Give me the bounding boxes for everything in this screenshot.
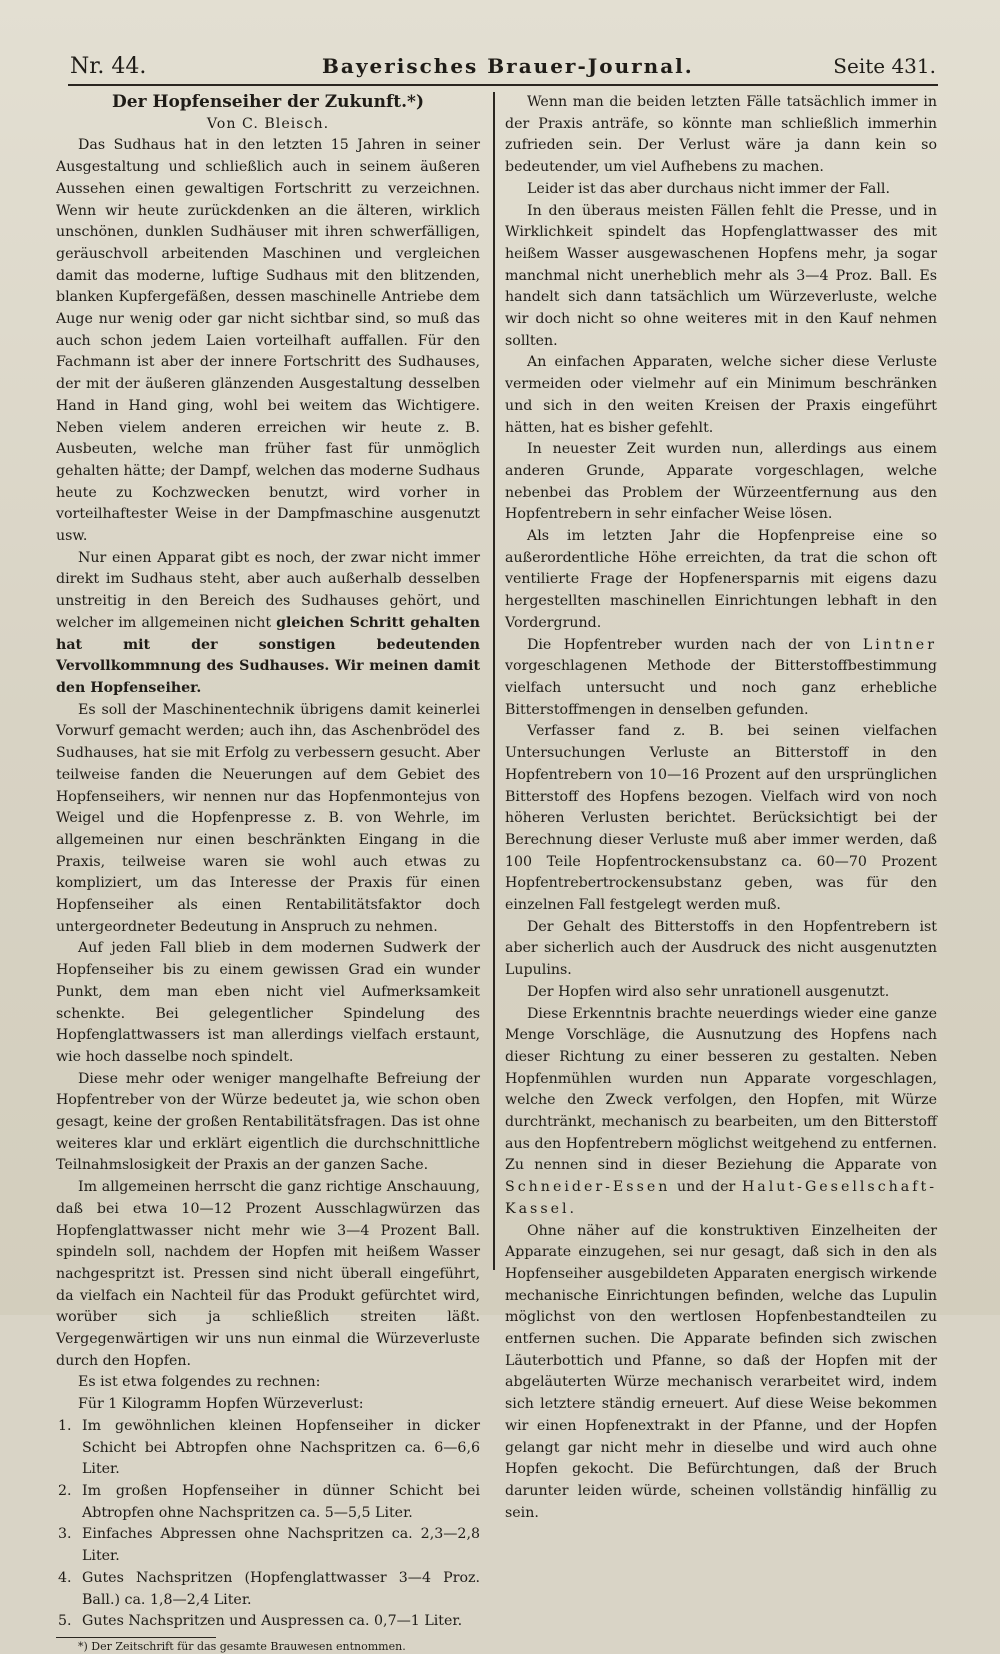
list-text: Gutes Nachspritzen und Auspressen ca. 0,7—1 Liter.	[82, 1613, 463, 1630]
emphasized-text: gleichen Schritt gehalten hat mit der sonstigen bedeutenden Vervollkommnung des Sudhauses. Wir meinen damit den Hopfenseiher.	[56, 614, 480, 696]
paragraph: Der Hopfen wird also sehr unrationell ausgenutzt.	[527, 983, 890, 1000]
author-name: Lintner	[862, 636, 937, 653]
paragraph: Ohne näher auf die konstruktiven Einzelheiten der Apparate einzugehen, sei nur gesagt, daß sich in den als Hopfenseiher ausgebildeten Apparaten energisch wirkende mechanische Einrichtungen befinden, welche das Lupulin möglichst von den wertlosen Hopfenbestandteilen zu entfernen suchen. Die Apparate befinden sich zwischen Läuterbottich und Pfanne, so daß der Hopfen mit der abgeläuterten Würze mechanisch verarbeitet wird, indem sich letztere ständig erneuert. Auf diese Weise bekommen wir einen Hopfenextrakt in der Pfanne, und der Hopfen gelangt gar nicht mehr in dieselbe und wird auch ohne Hopfen gekocht. Die Befürchtungen, daß der Bruch darunter leiden würde, scheinen vollständig hinfällig zu sein.	[505, 1222, 937, 1521]
footnote-rule	[56, 1637, 216, 1638]
paragraph: Auf jeden Fall blieb in dem modernen Sudwerk der Hopfenseiher bis zu einem gewissen Grad ein wunder Punkt, dem man eben nicht viel Aufmerksamkeit schenkte. Bei gelegentlicher Spindelung des Hopfenglattwassers ist man allerdings vielfach erstaunt, wie hoch dasselbe noch spindelt.	[56, 940, 480, 1065]
loss-list	[56, 1416, 480, 1633]
paragraph: Es ist etwa folgendes zu rechnen:	[78, 1374, 321, 1391]
paragraph-text: Nur einen Apparat gibt es noch, der zwar nicht immer direkt im Sudhaus steht, aber auch außerhalb desselben unstreitig in den Bereich des Sudhauses gehört, und welcher im allgemeinen nicht	[56, 549, 480, 631]
list-item	[56, 1416, 480, 1481]
list-number: 3.	[58, 1526, 72, 1543]
list-item	[56, 1524, 480, 1567]
column-divider	[493, 92, 495, 1270]
paragraph: Verfasser fand z. B. bei seinen vielfachen Untersuchungen Verluste an Bitterstoff in den Hopfentrebern von 10—16 Prozent auf den ursprünglichen Bitterstoff des Hopfens bezogen. Vielfach wird von noch höheren Verlusten berichtet. Berücksichtigt bei der Berechnung dieser Verluste muß aber immer werden, daß 100 Teile Hopfentrockensubstanz ca. 60—70 Prozent Hopfentrebertrockensubstanz geben, was für den einzelnen Fall festgelegt werden muß.	[505, 723, 937, 914]
paragraph	[505, 635, 937, 722]
list-text: Einfaches Abpressen ohne Nachspritzen ca. 2,3—2,8 Liter.	[82, 1526, 480, 1565]
issue-number: Nr. 44.	[70, 54, 147, 79]
page-number: Seite 431.	[833, 54, 936, 78]
left-column	[56, 92, 480, 1654]
list-item	[56, 1568, 480, 1611]
list-text: Im großen Hopfenseiher in dünner Schicht bei Abtropfen ohne Nachspritzen ca. 5—5,5 Liter.	[82, 1483, 480, 1521]
paragraph-text: vorgeschlagenen Methode der Bitterstoffbestimmung vielfach untersucht und noch ganz erhebliche Bitterstoffmengen in denselben gefunden.	[505, 658, 937, 718]
footnote: *) Der Zeitschrift für das gesamte Brauwesen entnommen.	[78, 1639, 406, 1653]
paragraph-text: Die Hopfentreber wurden nach der von	[527, 636, 851, 653]
paragraph: Leider ist das aber durchaus nicht immer der Fall.	[527, 180, 890, 197]
article-title: Der Hopfenseiher der Zukunft.*)	[112, 92, 424, 112]
list-item	[56, 1611, 480, 1633]
paragraph: Der Gehalt des Bitterstoffs in den Hopfentrebern ist aber sicherlich auch der Ausdruck des nicht ausgenutzten Lupulins.	[505, 918, 937, 979]
list-number: 4.	[58, 1569, 72, 1586]
paragraph: Im allgemeinen herrscht die ganz richtige Anschauung, daß bei etwa 10—12 Prozent Ausschlagwürzen das Hopfenglattwasser nicht mehr wie 3—4 Prozent Ball. spindeln soll, nachdem der Hopfen mit heißem Wasser nachgespritzt ist. Pressen sind nicht überall eingeführt, da vielfach ein Nachteil für das Produkt gefürchtet wird, worüber sich ja schließlich streiten läßt. Vergegenwärtigen wir uns nun einmal die Würzeverluste durch den Hopfen.	[56, 1179, 480, 1369]
paragraph: In neuester Zeit wurden nun, allerdings aus einem anderen Grunde, Apparate vorgeschlagen, welche nebenbei das Problem der Würzeentfernung aus den Hopfentrebern in sehr einfacher Weise lösen.	[505, 441, 937, 523]
header-rule	[68, 84, 938, 86]
paragraph	[56, 548, 480, 700]
paragraph: Für 1 Kilogramm Hopfen Würzeverlust:	[78, 1396, 364, 1413]
paragraph	[505, 1004, 937, 1221]
list-number: 1.	[58, 1417, 72, 1434]
company-name: Halut-Gesellschaft-Kassel.	[505, 1179, 937, 1217]
paragraph: Es soll der Maschinentechnik übrigens damit keinerlei Vorwurf gemacht werden; auch ihn, das Aschenbrödel des Sudhauses, hat sie mit Erfolg zu verbessern gesucht. Aber teilweise fanden die Neuerungen auf dem Gebiet des Hopfenseihers, wir nennen nur das Hopfenmontejus von Weigel und die Hopfenpresse z. B. von Wehrle, im allgemeinen nur einen beschränkten Eingang in die Praxis, teilweise waren sie wohl auch etwas zu kompliziert, um das Interesse der Praxis für einen Hopfenseiher als einen Rentabilitätsfaktor doch untergeordneter Bedeutung in Anspruch zu nehmen.	[56, 701, 480, 935]
paragraph: Als im letzten Jahr die Hopfenpreise eine so außerordentliche Höhe erreichten, da trat die schon oft ventilierte Frage der Hopfenersparnis mit eigens dazu hergestellten maschinellen Einrichtungen lebhaft in den Vordergrund.	[505, 528, 937, 631]
page-header	[70, 54, 936, 84]
list-text: Im gewöhnlichen kleinen Hopfenseiher in dicker Schicht bei Abtropfen ohne Nachspritzen ca. 6—6,6 Liter.	[82, 1417, 480, 1478]
paragraph: An einfachen Apparaten, welche sicher diese Verluste vermeiden oder vielmehr auf ein Minimum beschränken und sich in den weiten Kreisen der Praxis eingeführt hätten, hat es bisher gefehlt.	[505, 354, 937, 436]
paragraph-text: und der	[677, 1179, 736, 1196]
list-item	[56, 1481, 480, 1524]
paragraph: In den überaus meisten Fällen fehlt die Presse, und in Wirklichkeit spindelt das Hopfenglattwasser des mit heißem Wasser ausgewaschenen Hopfens mehr, ja sogar manchmal nicht unerheblich mehr als 3—4 Proz. Ball. Es handelt sich dann tatsächlich um Würzeverluste, welche wir doch nicht so ohne weiteres mit in den Kauf nehmen sollten.	[505, 202, 937, 349]
right-column	[505, 92, 937, 1524]
company-name: Schneider-Essen	[505, 1179, 671, 1196]
paragraph: Diese mehr oder weniger mangelhafte Befreiung der Hopfentreber von der Würze bedeutet ja, wie schon oben gesagt, keine der großen Rentabilitätsfragen. Das ist ohne weiteres klar und erklärt eigentlich die durchschnittliche Teilnahmslosigkeit der Praxis an der ganzen Sache.	[56, 1070, 480, 1174]
paragraph: Wenn man die beiden letzten Fälle tatsächlich immer in der Praxis anträfe, so könnte man schließlich immerhin zufrieden sein. Der Verlust wäre ja dann kein so bedeutender, um viel Aufhebens zu machen.	[505, 94, 937, 176]
journal-title: Bayerisches Brauer-Journal.	[322, 54, 694, 78]
paragraph: Das Sudhaus hat in den letzten 15 Jahren in seiner Ausgestaltung und schließlich auch in seinem äußeren Aussehen einen gewaltigen Fortschritt zu verzeichnen. Wenn wir heute zurückdenken an die älteren, wirklich unschönen, dunklen Sudhäuser mit ihren schwerfälligen, geräuschvoll arbeitenden Maschinen und vergleichen damit das moderne, luftige Sudhaus mit den blitzenden, blanken Kupfergefäßen, dessen maschinelle Antriebe dem Auge nur wenig oder gar nicht sichtbar sind, so muß das auch schon jedem Laien vorteilhaft auffallen. Für den Fachmann ist aber der innere Fortschritt des Sudhauses, der mit der äußeren glänzenden Ausgestaltung desselben Hand in Hand ging, wohl bei weitem das Wichtigere. Neben vielem anderen erreichen wir heute z. B. Ausbeuten, welche man früher fast für unmöglich gehalten hätte; der Dampf, welchen das moderne Sudhaus heute zu Kochzwecken benutzt, wird vorher in vorteilhaftester Weise in der Dampfmaschine ausgenutzt usw.	[56, 137, 480, 545]
list-number: 5.	[58, 1613, 72, 1630]
list-text: Gutes Nachspritzen (Hopfenglattwasser 3—4 Proz. Ball.) ca. 1,8—2,4 Liter.	[82, 1569, 480, 1608]
article-byline: Von C. Bleisch.	[206, 115, 330, 132]
list-number: 2.	[58, 1483, 72, 1499]
paragraph-text: Diese Erkenntnis brachte neuerdings wieder eine ganze Menge Vorschläge, die Ausnutzung des Hopfens nach dieser Richtung zu einer besseren zu gestalten. Neben Hopfenmühlen wurden nun Apparate vorgeschlagen, welche den Zweck verfolgen, den Hopfen, mit Würze durchtränkt, mechanisch zu bearbeiten, um den Bitterstoff aus den Hopfentrebern möglichst weitgehend zu entfernen. Zu nennen sind in dieser Beziehung die Apparate von	[505, 1005, 937, 1174]
